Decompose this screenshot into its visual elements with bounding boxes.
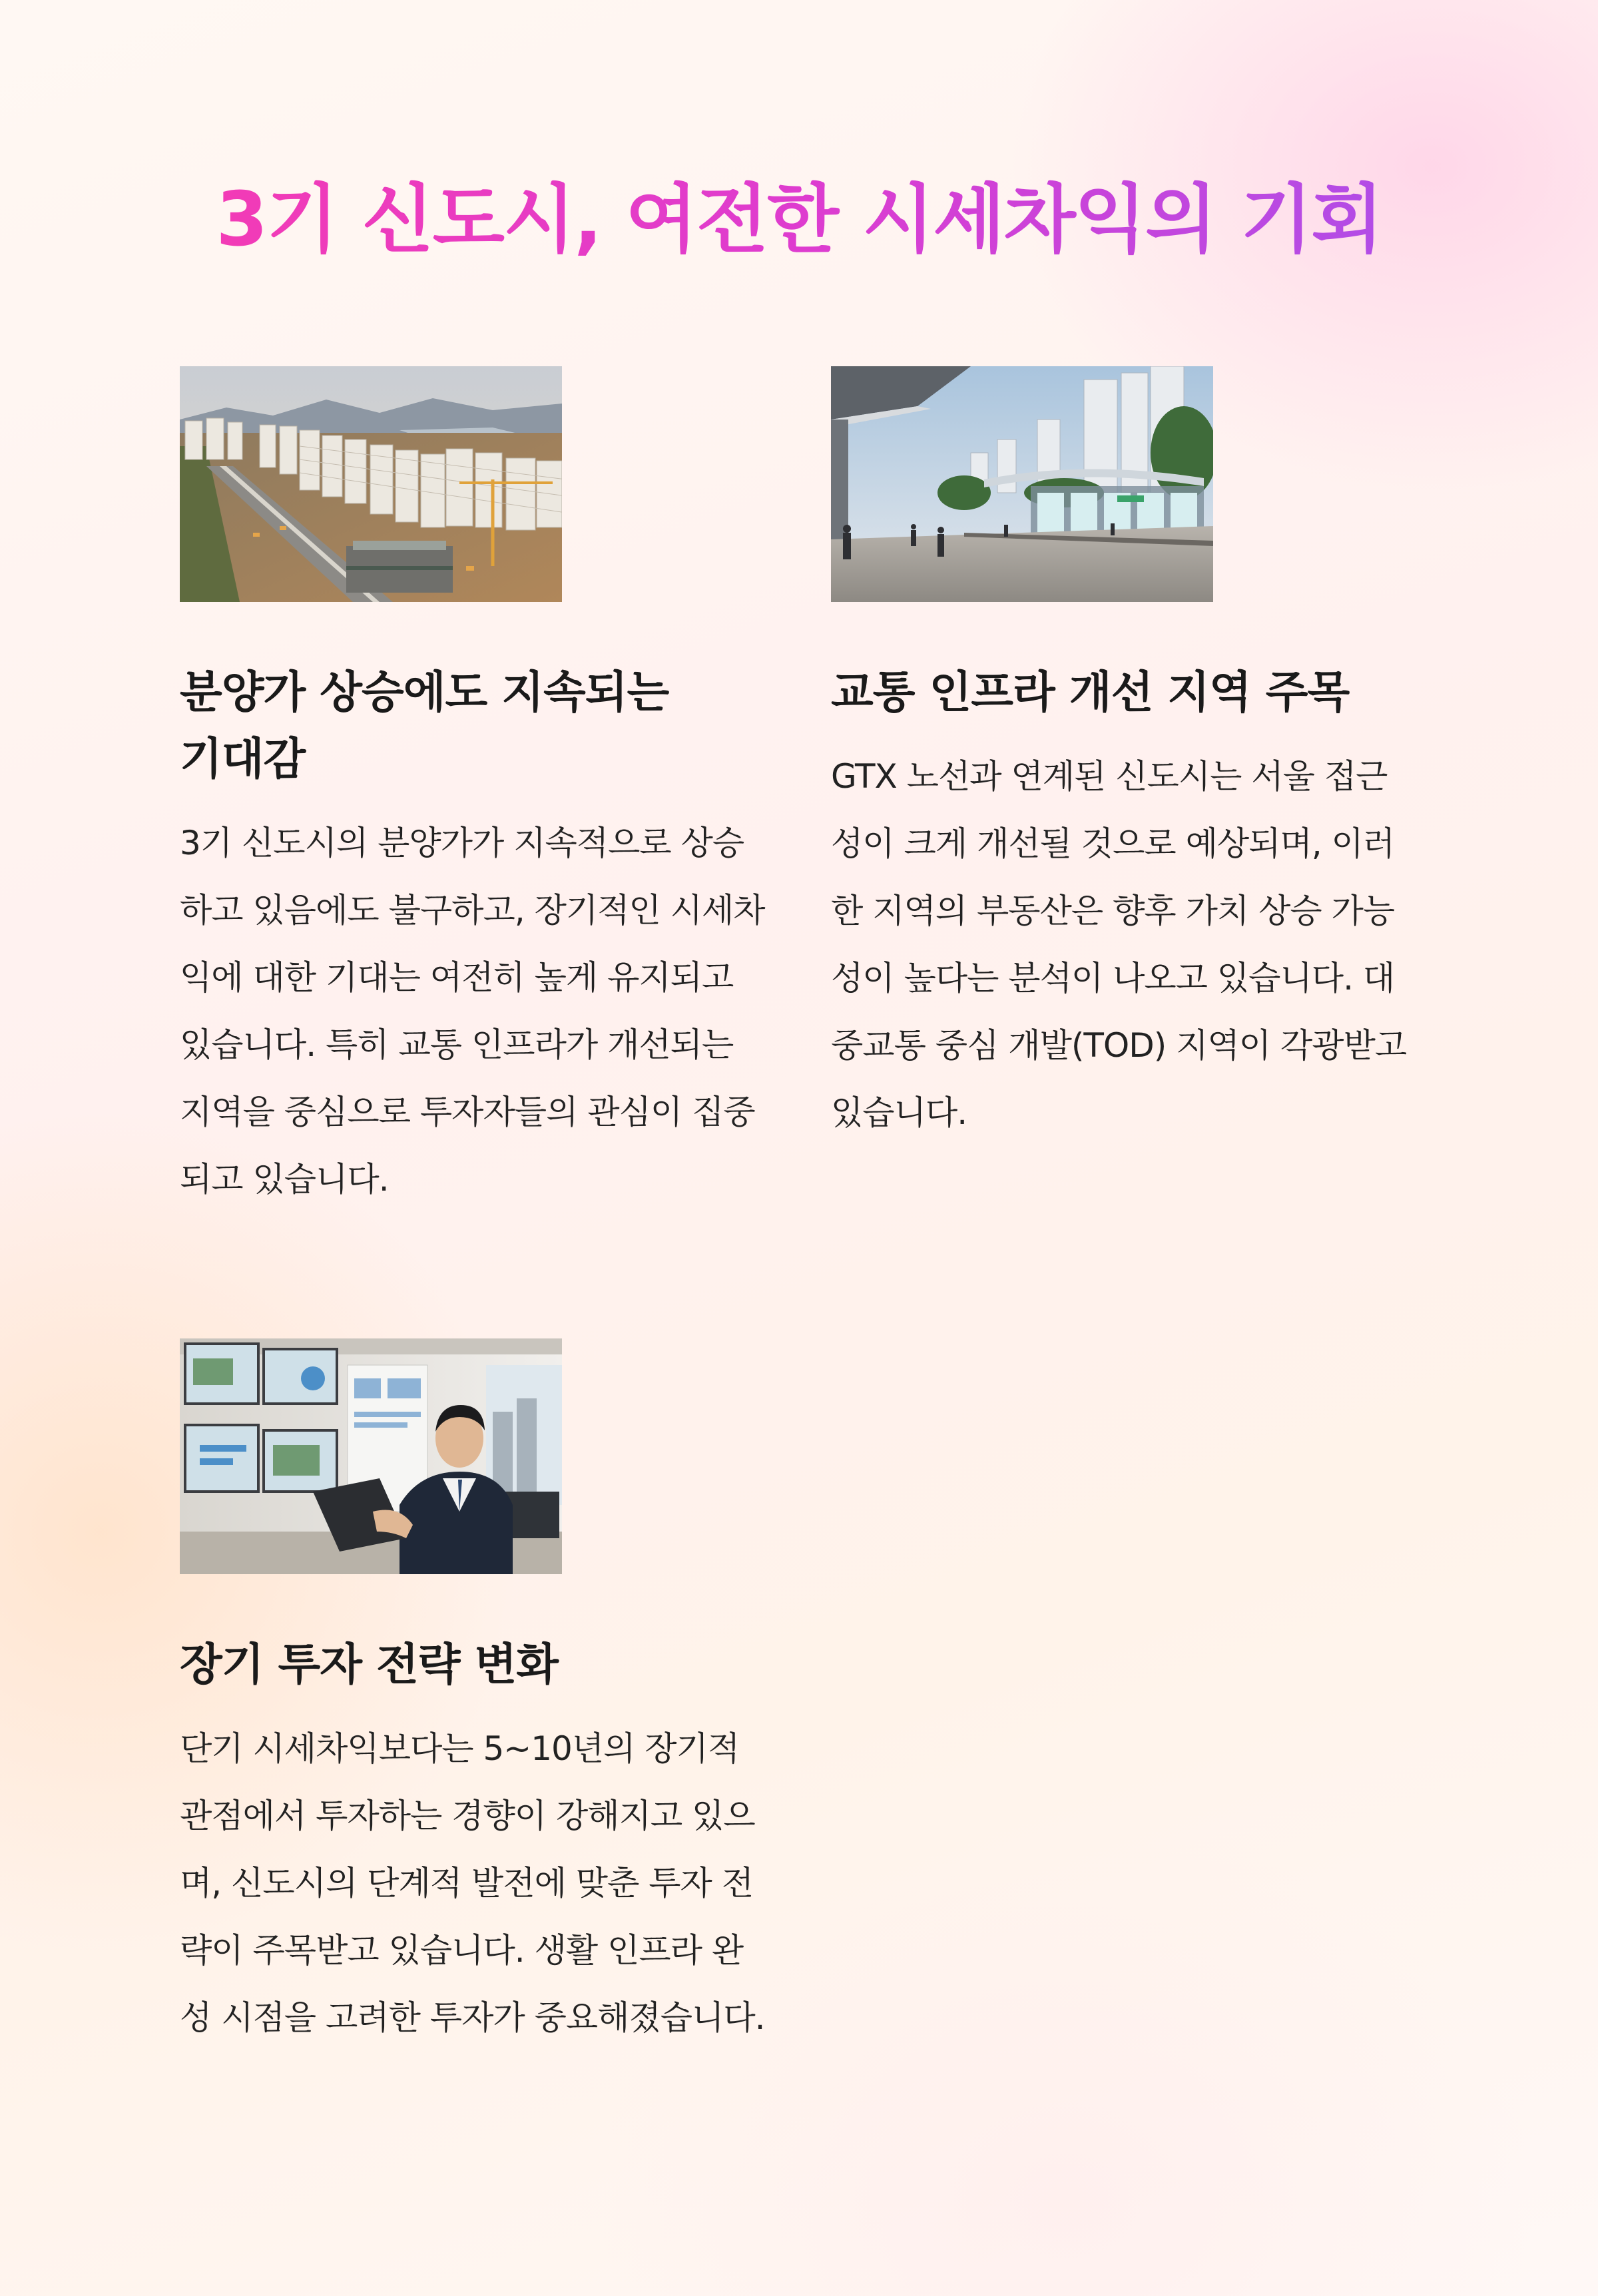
card-body: GTX 노선과 연계된 신도시는 서울 접근성이 크게 개선될 것으로 예상되며, 이러한 지역의 부동산은 향후 가치 상승 가능성이 높다는 분석이 나오고 있습니다. 대중교통 중심 개발(TOD) 지역이 각광받고 있습니다.	[831, 757, 1407, 1132]
article-card-price-expectation	[180, 366, 766, 1213]
card-body: 3기 신도시의 분양가가 지속적으로 상승하고 있음에도 불구하고, 장기적인 시세차익에 대한 기대는 여전히 높게 유지되고 있습니다. 특히 교통 인프라가 개선되는 지역을 중심으로 투자자들의 관심이 집중되고 있습니다.	[180, 824, 765, 1199]
card-title: 교통 인프라 개선 지역 주목	[831, 667, 1350, 718]
card-body: 단기 시세차익보다는 5~10년의 장기적 관점에서 투자하는 경향이 강해지고 있으며, 신도시의 단계적 발전에 맞춘 투자 전략이 주목받고 있습니다. 생활 인프라 완성 시점을 고려한 투자가 중요해졌습니다.	[180, 1729, 765, 2037]
article-card-transport-infra	[831, 366, 1417, 1147]
analyst-monitoring-screens-photo	[180, 1338, 562, 1574]
card-title: 분양가 상승에도 지속되는 기대감	[180, 667, 669, 784]
card-title: 장기 투자 전략 변화	[180, 1639, 558, 1690]
page-title: 3기 신도시, 여전한 시세차익의 기회	[216, 176, 1382, 263]
article-card-long-term-strategy	[180, 1338, 766, 2052]
construction-site-photo	[180, 366, 562, 602]
transit-station-photo	[831, 366, 1213, 602]
